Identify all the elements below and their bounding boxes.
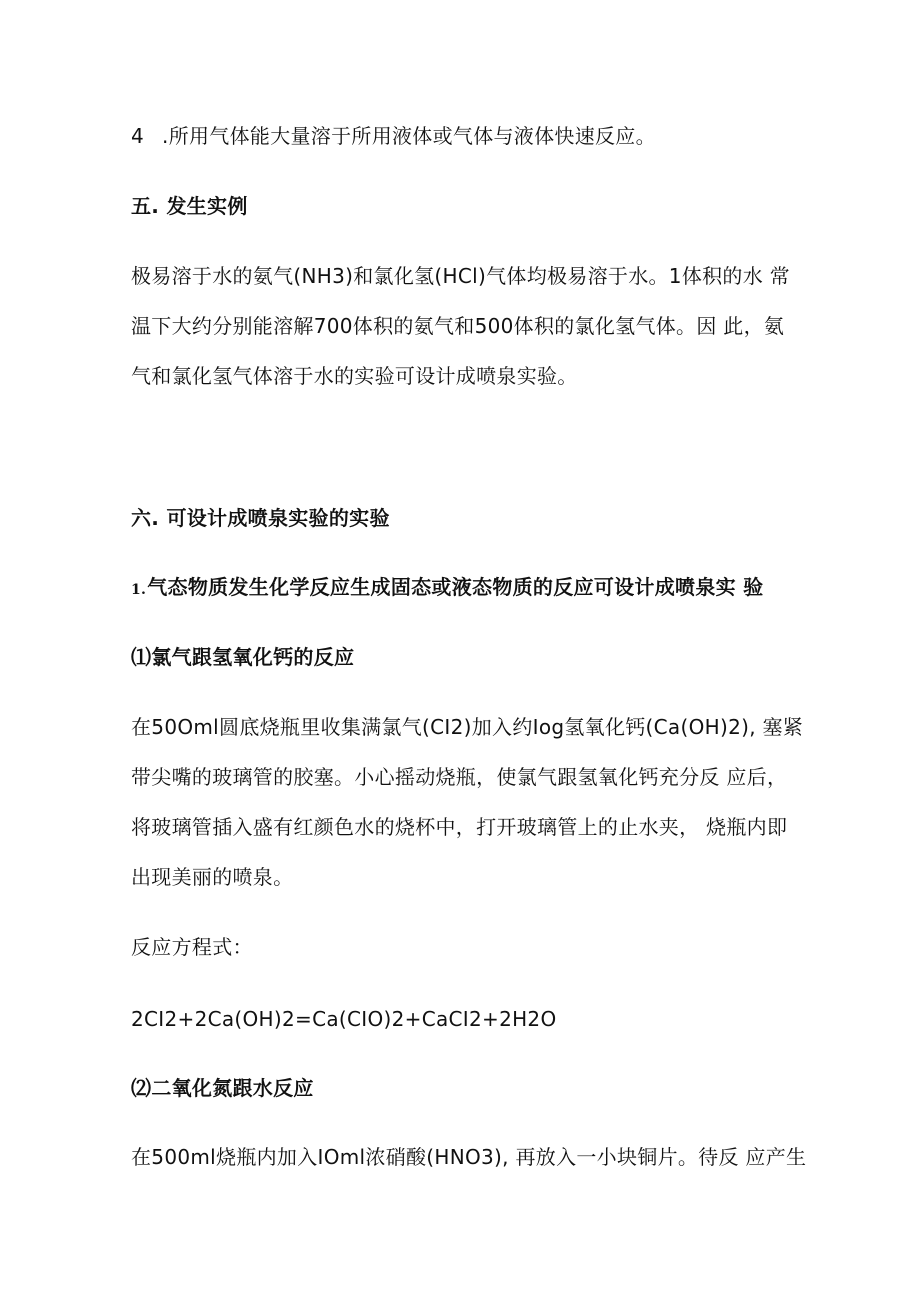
subsection-text: 气态物质发生化学反应生成固态或液态物质的反应可设计成喷泉实 验 <box>147 575 764 599</box>
list-number: 4 <box>131 124 145 148</box>
paragraph-line: 将玻璃管插入盛有红颜色水的烧杯中，打开玻璃管上的止水夹， 烧瓶内即 <box>131 815 788 839</box>
subsection-heading <box>131 572 763 605</box>
subsection-number: 1. <box>131 582 147 598</box>
paragraph-line: 在50Oml圆底烧瓶里收集满氯气(CI2)加入约Iog氢氧化钙(Ca(OH)2), 塞紧 <box>131 715 804 739</box>
section-heading-experiments: 六. 可设计成喷泉实验的实验 <box>131 506 390 530</box>
paragraph-line: 温下大约分别能溶解700体积的氨气和500体积的氯化氢气体。因 此，氨 <box>131 314 785 338</box>
case-number: ⑴ <box>131 645 152 669</box>
paragraph-line: 出现美丽的喷泉。 <box>131 865 294 889</box>
case-heading-2 <box>131 1073 314 1103</box>
paragraph-line: 在500ml烧瓶内加入IOml浓硝酸(HNO3), 再放入一小块铜片。待反 应产生 <box>131 1145 807 1169</box>
case-number: ⑵ <box>131 1076 152 1100</box>
chemical-equation: 2CI2+2Ca(OH)2=Ca(CIO)2+CaCI2+2H2O <box>131 1007 557 1031</box>
case-title: 二氧化氮跟水反应 <box>151 1076 314 1100</box>
list-item-text: .所用气体能大量溶于所用液体或气体与液体快速反应。 <box>162 124 656 148</box>
case-title: 氯气跟氢氧化钙的反应 <box>151 645 355 669</box>
equation-label: 反应方程式： <box>131 935 253 959</box>
section-heading-examples: 五. 发生实例 <box>131 194 248 218</box>
list-item-4 <box>131 121 656 151</box>
paragraph-line: 带尖嘴的玻璃管的胶塞。小心摇动烧瓶，使氯气跟氢氧化钙充分反 应后， <box>131 765 788 789</box>
paragraph-line: 气和氯化氢气体溶于水的实验可设计成喷泉实验。 <box>131 364 578 388</box>
case-heading-1 <box>131 642 354 672</box>
paragraph-line: 极易溶于水的氨气(NH3)和氯化氢(HCl)气体均极易溶于水。1体积的水 常 <box>131 264 790 288</box>
